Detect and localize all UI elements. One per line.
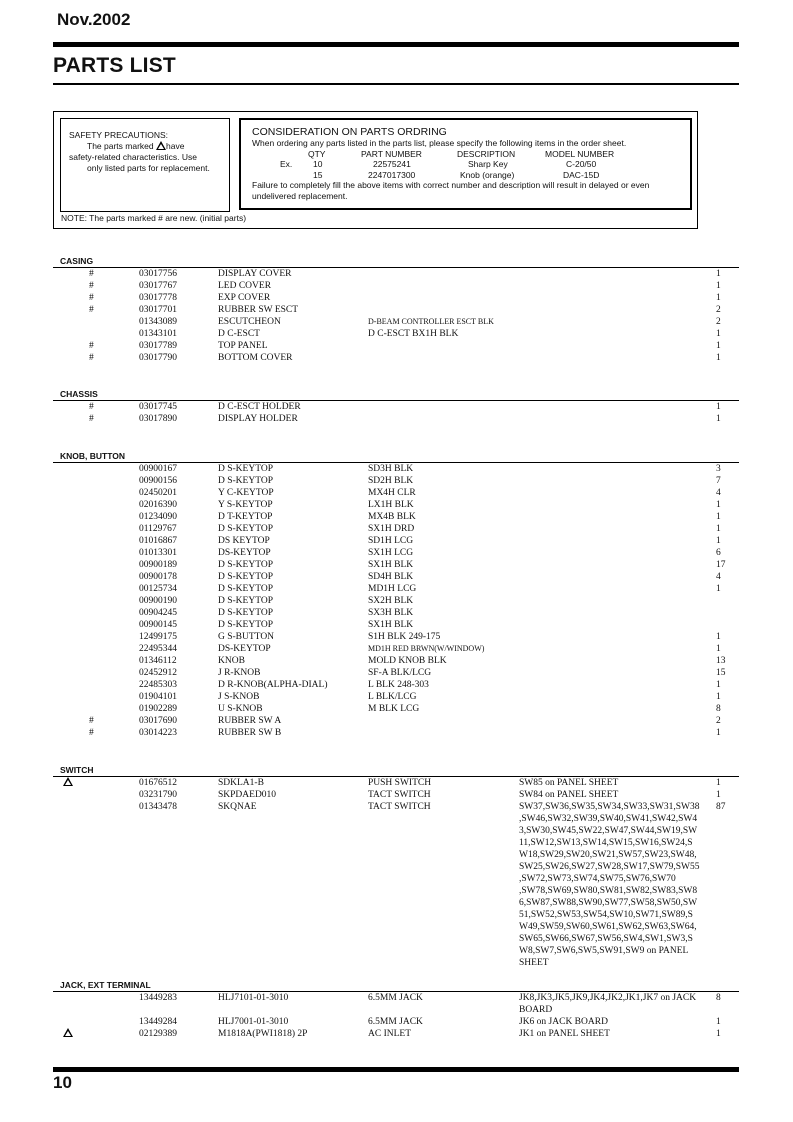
description: D C-ESCT xyxy=(218,329,260,339)
description: BOTTOM COVER xyxy=(218,353,293,363)
description: DISPLAY HOLDER xyxy=(218,414,298,424)
document-date: Nov.2002 xyxy=(57,10,131,29)
location: JK1 on PANEL SHEET xyxy=(519,1029,610,1039)
quantity: 4 xyxy=(716,572,721,582)
part-number: 01346112 xyxy=(139,656,177,666)
description: D T-KEYTOP xyxy=(218,512,273,522)
quantity: 15 xyxy=(716,668,726,678)
specification: MD1H RED BRWN(W/WINDOW) xyxy=(368,644,485,653)
description: D S-KEYTOP xyxy=(218,524,273,534)
quantity: 1 xyxy=(716,512,721,522)
parts-row xyxy=(53,643,739,655)
quantity: 2 xyxy=(716,716,721,726)
quantity: 1 xyxy=(716,728,721,738)
safety-warning-icon xyxy=(63,777,73,786)
description: RUBBER SW B xyxy=(218,728,282,738)
part-number: 00900189 xyxy=(139,560,177,570)
description: RUBBER SW A xyxy=(218,716,282,726)
quantity: 8 xyxy=(716,704,721,714)
location: SW84 on PANEL SHEET xyxy=(519,790,619,800)
parts-row xyxy=(53,523,739,535)
quantity: 2 xyxy=(716,317,721,327)
parts-row xyxy=(53,413,739,425)
part-number: 03017767 xyxy=(139,281,177,291)
part-number: 01904101 xyxy=(139,692,177,702)
specification: D C-ESCT BX1H BLK xyxy=(368,329,459,339)
description: KNOB xyxy=(218,656,245,666)
description: LED COVER xyxy=(218,281,272,291)
safety-warning-icon xyxy=(63,1028,73,1037)
parts-row xyxy=(53,1016,739,1028)
parts-row xyxy=(53,703,739,715)
specification: SX1H BLK xyxy=(368,560,414,570)
quantity: 1 xyxy=(716,524,721,534)
specification: D-BEAM CONTROLLER ESCT BLK xyxy=(368,317,494,326)
parts-row xyxy=(53,401,739,413)
quantity: 1 xyxy=(716,269,721,279)
part-number: 01343089 xyxy=(139,317,177,327)
part-number: 02129389 xyxy=(139,1029,177,1039)
specification: MX4B BLK xyxy=(368,512,416,522)
description: M1818A(PWI1818) 2P xyxy=(218,1029,308,1039)
description: D S-KEYTOP xyxy=(218,560,273,570)
ordering-considerations-box xyxy=(239,118,692,210)
example-row-2: 15 2247017300 Knob (orange) DAC-15D xyxy=(313,169,600,180)
parts-row xyxy=(53,715,739,727)
parts-row xyxy=(53,631,739,643)
quantity: 1 xyxy=(716,414,721,424)
part-number: 01234090 xyxy=(139,512,177,522)
specification: S1H BLK 249-175 xyxy=(368,632,441,642)
parts-row xyxy=(53,655,739,667)
section-chassis xyxy=(53,389,739,425)
part-number: 01343101 xyxy=(139,329,177,339)
specification: SX1H LCG xyxy=(368,548,414,558)
description: SDKLA1-B xyxy=(218,778,264,788)
location: JK8,JK3,JK5,JK9,JK4,JK2,JK1,JK7 on JACK BOARD xyxy=(519,993,697,1015)
quantity: 1 xyxy=(716,692,721,702)
new-mark: # xyxy=(89,414,94,424)
new-mark: # xyxy=(89,341,94,351)
description: D S-KEYTOP xyxy=(218,620,273,630)
quantity: 1 xyxy=(716,536,721,546)
quantity: 1 xyxy=(716,329,721,339)
quantity: 1 xyxy=(716,680,721,690)
section-title: JACK, EXT TERMINAL xyxy=(60,980,151,990)
description: DS KEYTOP xyxy=(218,536,270,546)
parts-row xyxy=(53,679,739,691)
quantity: 1 xyxy=(716,790,721,800)
section-switch xyxy=(53,765,739,968)
specification: SD1H LCG xyxy=(368,536,414,546)
new-mark: # xyxy=(89,281,94,291)
quantity: 1 xyxy=(716,1029,721,1039)
description: J S-KNOB xyxy=(218,692,260,702)
parts-row xyxy=(53,292,739,304)
new-mark: # xyxy=(89,305,94,315)
section-title: KNOB, BUTTON xyxy=(60,451,126,461)
parts-row xyxy=(53,789,739,801)
part-number: 00125734 xyxy=(139,584,177,594)
parts-row xyxy=(53,595,739,607)
location: SW37,SW36,SW35,SW34,SW33,SW31,SW38 ,SW46,SW32,SW39,SW40,SW41,SW42,SW4 3,SW30,SW45,SW22,SW47,SW44,SW19,SW 11,SW12,SW13,SW14,SW15,SW16,SW24,S W18,SW29,SW20,SW21,SW57,SW23,SW48, SW25,SW26,SW27,SW28,SW17,SW79,SW55 ,SW72,SW73,SW74,SW75,SW76,SW70 ,SW78,SW69,SW80,SW81,SW82,SW83,SW8 6,SW87,SW88,SW90,SW77,SW58,SW50,SW 51,SW52,SW53,SW54,SW10,SW71,SW89,S W49,SW59,SW60,SW61,SW62,SW63,SW64, SW65,SW66,SW67,SW56,SW4,SW1,SW3,S W8,SW7,SW6,SW5,SW91,SW9 on PANEL SHEET xyxy=(519,802,700,968)
part-number: 03017778 xyxy=(139,293,177,303)
example-row-1: Ex. 10 22575241 Sharp Key C-20/50 xyxy=(280,159,597,170)
parts-row xyxy=(53,777,739,789)
top-rule xyxy=(53,42,739,47)
parts-row xyxy=(53,268,739,280)
description: D S-KEYTOP xyxy=(218,476,273,486)
specification: AC INLET xyxy=(368,1029,412,1039)
description: SKPDAED010 xyxy=(218,790,277,800)
specification: SD3H BLK xyxy=(368,464,414,474)
specification: LX1H BLK xyxy=(368,500,414,510)
description: D S-KEYTOP xyxy=(218,572,273,582)
specification: SX3H BLK xyxy=(368,608,414,618)
parts-row xyxy=(53,691,739,703)
parts-row xyxy=(53,328,739,340)
quantity: 6 xyxy=(716,548,721,558)
part-number: 00900156 xyxy=(139,476,177,486)
quantity: 7 xyxy=(716,476,721,486)
specification: SD4H BLK xyxy=(368,572,414,582)
parts-row xyxy=(53,619,739,631)
failure-line-1: Failure to completely fill the above items with correct number and description will result in delayed or even xyxy=(252,180,650,191)
part-number: 03017701 xyxy=(139,305,177,315)
section-knob-button xyxy=(53,451,739,739)
specification: M BLK LCG xyxy=(368,704,420,714)
parts-row xyxy=(53,1028,739,1040)
parts-row xyxy=(53,280,739,292)
part-number: 00900190 xyxy=(139,596,177,606)
description: Y C-KEYTOP xyxy=(218,488,274,498)
part-number: 02452912 xyxy=(139,668,177,678)
part-number: 03017690 xyxy=(139,716,177,726)
section-title: SWITCH xyxy=(60,765,94,775)
part-number: 01129767 xyxy=(139,524,177,534)
quantity: 87 xyxy=(716,802,726,812)
quantity: 1 xyxy=(716,341,721,351)
new-mark: # xyxy=(89,293,94,303)
specification: MX4H CLR xyxy=(368,488,416,498)
parts-row xyxy=(53,535,739,547)
part-number: 03017789 xyxy=(139,341,177,351)
specification: SX2H BLK xyxy=(368,596,414,606)
description: D C-ESCT HOLDER xyxy=(218,402,301,412)
location: JK6 on JACK BOARD xyxy=(519,1017,608,1027)
description: D S-KEYTOP xyxy=(218,596,273,606)
description: J R-KNOB xyxy=(218,668,261,678)
specification: SX1H BLK xyxy=(368,620,414,630)
parts-row xyxy=(53,559,739,571)
quantity: 1 xyxy=(716,632,721,642)
specification: SF-A BLK/LCG xyxy=(368,668,432,678)
parts-row xyxy=(53,499,739,511)
section-title: CHASSIS xyxy=(60,389,98,399)
parts-row xyxy=(53,547,739,559)
bottom-rule xyxy=(53,1067,739,1072)
description: DS-KEYTOP xyxy=(218,644,271,654)
specification: SX1H DRD xyxy=(368,524,415,534)
description: RUBBER SW ESCT xyxy=(218,305,299,315)
description: EXP COVER xyxy=(218,293,271,303)
part-number: 01016867 xyxy=(139,536,177,546)
part-number: 03231790 xyxy=(139,790,177,800)
quantity: 1 xyxy=(716,1017,721,1027)
consideration-intro: When ordering any parts listed in the parts list, please specify the following items in the order sheet. xyxy=(252,138,627,148)
parts-row xyxy=(53,340,739,352)
part-number: 01676512 xyxy=(139,778,177,788)
description: HLJ7101-01-3010 xyxy=(218,993,289,1003)
part-number: 13449284 xyxy=(139,1017,177,1027)
parts-row xyxy=(53,463,739,475)
quantity: 1 xyxy=(716,500,721,510)
parts-row xyxy=(53,487,739,499)
part-number: 03017745 xyxy=(139,402,177,412)
quantity: 13 xyxy=(716,656,726,666)
part-number: 01013301 xyxy=(139,548,177,558)
section-jack-ext-terminal xyxy=(53,980,739,1040)
new-parts-note: NOTE: The parts marked # are new. (initial parts) xyxy=(61,213,247,223)
description: G S-BUTTON xyxy=(218,632,275,642)
part-number: 00900178 xyxy=(139,572,177,582)
quantity: 1 xyxy=(716,353,721,363)
specification: 6.5MM JACK xyxy=(368,993,423,1003)
part-number: 13449283 xyxy=(139,993,177,1003)
parts-row xyxy=(53,607,739,619)
safety-line-2: safety-related characteristics. Use xyxy=(69,152,198,162)
safety-precautions-box xyxy=(60,118,230,212)
section-title: CASING xyxy=(60,256,94,266)
parts-row xyxy=(53,316,739,328)
new-mark: # xyxy=(89,402,94,412)
quantity: 17 xyxy=(716,560,726,570)
parts-row xyxy=(53,475,739,487)
description: ESCUTCHEON xyxy=(218,317,281,327)
specification: TACT SWITCH xyxy=(368,790,431,800)
parts-row xyxy=(53,571,739,583)
part-number: 00900145 xyxy=(139,620,177,630)
quantity: 1 xyxy=(716,644,721,654)
part-number: 01343478 xyxy=(139,802,177,812)
description: D R-KNOB(ALPHA-DIAL) xyxy=(218,680,328,690)
part-number: 03017790 xyxy=(139,353,177,363)
specification: 6.5MM JACK xyxy=(368,1017,423,1027)
new-mark: # xyxy=(89,353,94,363)
safety-line-3: only listed parts for replacement. xyxy=(87,163,210,173)
description: DS-KEYTOP xyxy=(218,548,271,558)
specification: MOLD KNOB BLK xyxy=(368,656,447,666)
part-number: 02016390 xyxy=(139,500,177,510)
description: Y S-KEYTOP xyxy=(218,500,273,510)
quantity: 1 xyxy=(716,584,721,594)
new-mark: # xyxy=(89,728,94,738)
quantity: 2 xyxy=(716,305,721,315)
part-number: 00904245 xyxy=(139,608,177,618)
parts-row xyxy=(53,511,739,523)
description: U S-KNOB xyxy=(218,704,263,714)
description: D S-KEYTOP xyxy=(218,608,273,618)
safety-heading: SAFETY PRECAUTIONS: xyxy=(69,130,169,140)
description: D S-KEYTOP xyxy=(218,584,273,594)
specification: L BLK/LCG xyxy=(368,692,417,702)
title-rule xyxy=(53,83,739,85)
parts-row xyxy=(53,352,739,364)
section-casing xyxy=(53,256,739,364)
part-number: 00900167 xyxy=(139,464,177,474)
quantity: 1 xyxy=(716,281,721,291)
consideration-heading: CONSIDERATION ON PARTS ORDRING xyxy=(252,126,447,138)
new-mark: # xyxy=(89,716,94,726)
safety-line-1: The parts marked have xyxy=(87,141,185,151)
part-number: 01902289 xyxy=(139,704,177,714)
page-title: PARTS LIST xyxy=(53,54,176,77)
part-number: 03017756 xyxy=(139,269,177,279)
description: HLJ7001-01-3010 xyxy=(218,1017,289,1027)
specification: PUSH SWITCH xyxy=(368,778,432,788)
quantity: 8 xyxy=(716,993,721,1003)
specification: SD2H BLK xyxy=(368,476,414,486)
parts-row xyxy=(53,304,739,316)
description: TOP PANEL xyxy=(218,341,268,351)
part-number: 22485303 xyxy=(139,680,177,690)
failure-line-2: undelivered replacement. xyxy=(252,190,348,201)
quantity: 1 xyxy=(716,402,721,412)
specification: MD1H LCG xyxy=(368,584,417,594)
quantity: 3 xyxy=(716,464,721,474)
specification: TACT SWITCH xyxy=(368,802,431,812)
quantity: 4 xyxy=(716,488,721,498)
parts-row xyxy=(53,801,739,968)
parts-row xyxy=(53,583,739,595)
new-mark: # xyxy=(89,269,94,279)
specification: L BLK 248-303 xyxy=(368,680,429,690)
warning-triangle-icon xyxy=(156,141,166,150)
description: SKQNAE xyxy=(218,802,257,812)
quantity: 1 xyxy=(716,778,721,788)
part-number: 03017890 xyxy=(139,414,177,424)
quantity: 1 xyxy=(716,293,721,303)
part-number: 12499175 xyxy=(139,632,177,642)
parts-row xyxy=(53,667,739,679)
description: D S-KEYTOP xyxy=(218,464,273,474)
location: SW85 on PANEL SHEET xyxy=(519,778,619,788)
part-number: 03014223 xyxy=(139,728,177,738)
example-header-row: QTY PART NUMBER DESCRIPTION MODEL NUMBER xyxy=(308,148,615,159)
page-number: 10 xyxy=(53,1073,72,1092)
part-number: 22495344 xyxy=(139,644,177,654)
parts-row xyxy=(53,992,739,1016)
part-number: 02450201 xyxy=(139,488,177,498)
parts-row xyxy=(53,727,739,739)
description: DISPLAY COVER xyxy=(218,269,292,279)
